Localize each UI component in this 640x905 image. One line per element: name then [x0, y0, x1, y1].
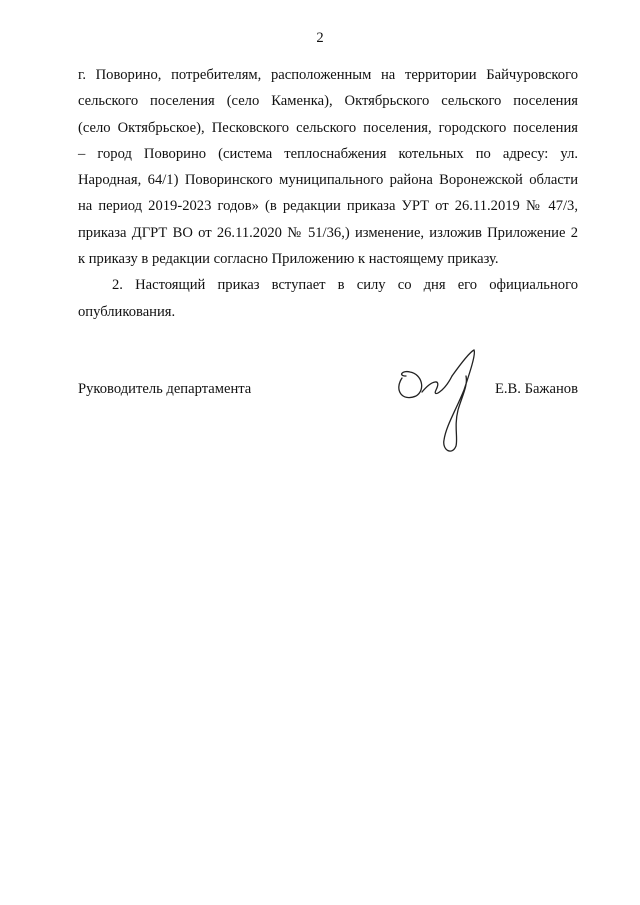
- signatory-name: Е.В. Бажанов: [494, 381, 578, 397]
- signatory-title: Руководитель департамента: [78, 381, 252, 397]
- body-line: на период 2019-2023 годов» (в редакции приказа УРТ от 26.11.2019 № 47/3,: [78, 198, 578, 215]
- document-body: [78, 62, 578, 325]
- handwritten-signature: [392, 346, 484, 458]
- body-line: – город Поворино (система теплоснабжения котельных по адресу: ул.: [78, 145, 578, 162]
- body-line: Народная, 64/1) Поворинского муниципального района Воронежской области: [78, 172, 578, 189]
- paragraph-2-line: 2. Настоящий приказ вступает в силу со дня его официального: [112, 277, 578, 294]
- body-line: сельского поселения (село Каменка), Октябрьского сельского поселения: [78, 93, 578, 110]
- body-line: г. Поворино, потребителям, расположенным на территории Байчуровского: [78, 67, 578, 83]
- signature-block: [78, 374, 578, 404]
- body-line: приказа ДГРТ ВО от 26.11.2020 № 51/36,) изменение, изложив Приложение 2: [78, 224, 578, 241]
- page-number: 2: [316, 30, 324, 46]
- body-line: к приказу в редакции согласно Приложению к настоящему приказу.: [78, 251, 499, 268]
- body-line: (село Октябрьское), Песковского сельского поселения, городского поселения: [78, 119, 578, 136]
- paragraph-2-line: опубликования.: [78, 303, 176, 320]
